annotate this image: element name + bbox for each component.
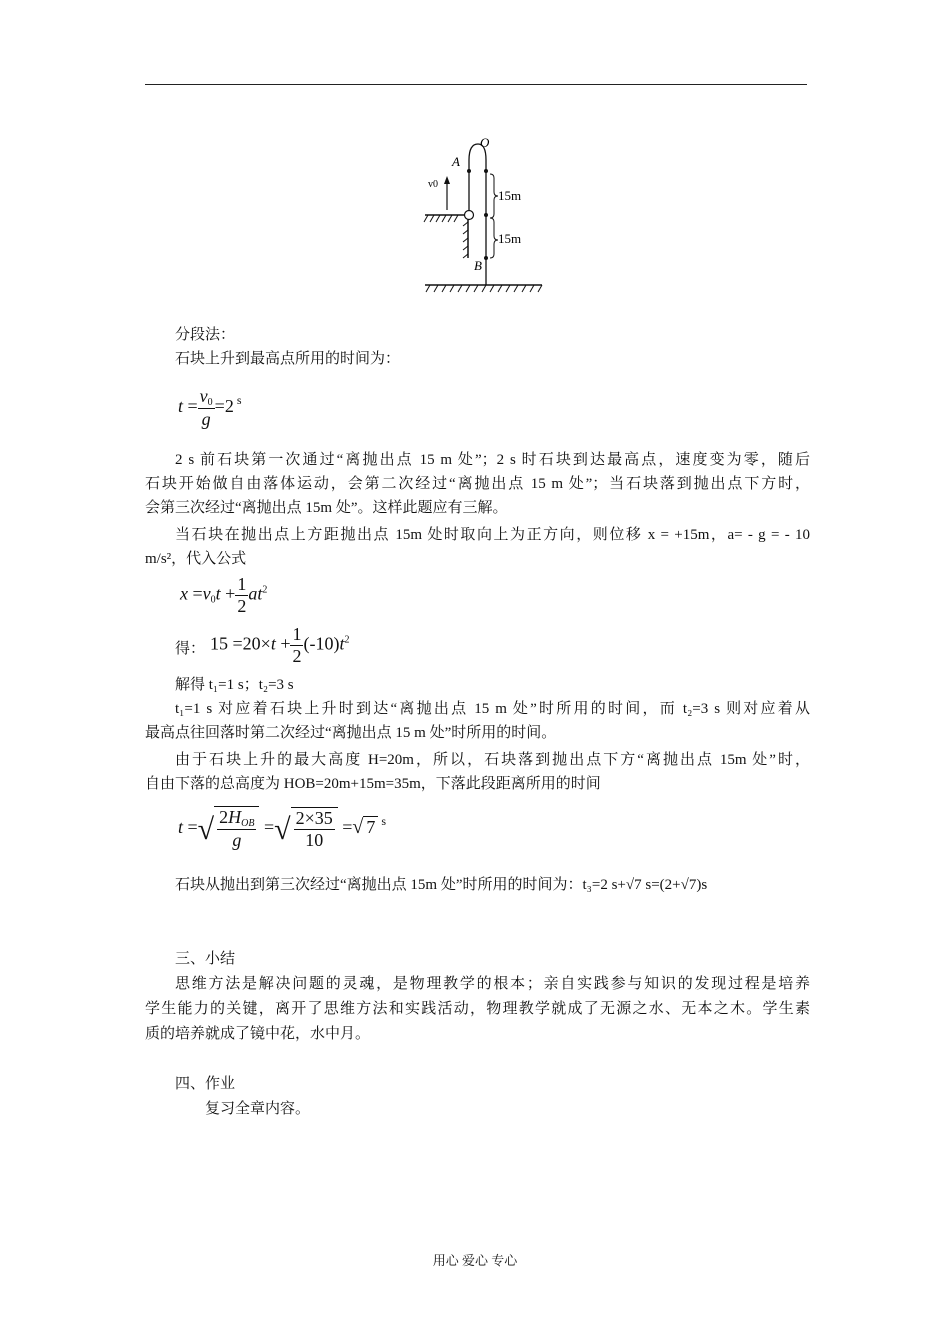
label-seg2: 15m (498, 231, 522, 246)
formula-rise-time: t = $\frac{v_0}{g}$ =2 $^s$ (178, 386, 242, 429)
formula-fall-time: t =√ $\frac{2H_{OB}}{g}$ =√ $\frac{2\times 35}{10}$ =√ 7 $^s$ (178, 807, 387, 850)
para3-line1: t₁=1 s 对应着石块上升时到达“离抛出点 15 m 处”时所用的时间，而 t₂=3 s 则对应着从 (175, 701, 810, 717)
para3-line2: 最高点往回落时第二次经过“离抛出点 15 m 处”时所用的时间。 (145, 725, 557, 741)
section-homework: 四、作业 (175, 1076, 236, 1092)
solve-line: 解得 t₁=1 s；t₂=3 s (175, 677, 294, 693)
para4-line2: 自由下落的总高度为 HOB=20m+15m=35m，下落此段距离所用的时间 (145, 776, 601, 792)
label-a: A (452, 154, 460, 169)
page-footer: 用心 爱心 专心 (432, 1253, 518, 1268)
homework-text: 复习全章内容。 (205, 1101, 311, 1117)
para1-line1: 2 s 前石块第一次通过“离抛出点 15 m 处”；2 s 时石块到达最高点，速度变为零，随后 (175, 452, 810, 468)
section-summary: 三、小结 (175, 951, 236, 967)
motion-diagram (420, 130, 550, 300)
para1-line3: 会第三次经过“离抛出点 15m 处”。这样此题应有三解。 (145, 500, 508, 516)
summary-line3: 质的培养就成了镜中花，水中月。 (145, 1026, 371, 1042)
method-heading: 分段法： (175, 327, 236, 343)
rise-time-intro: 石块上升到最高点所用的时间为： (175, 351, 401, 367)
label-o: O (480, 135, 490, 150)
label-v0: v0 (428, 179, 438, 190)
para2-line2: m/s²，代入公式 (145, 551, 247, 567)
summary-line1: 思维方法是解决问题的灵魂，是物理教学的根本；亲自实践参与知识的发现过程是培养 (175, 976, 810, 992)
formula-displacement: $x =v_0t$ + $\frac{1}{2}$ $at^2$ (180, 574, 268, 616)
label-seg1: 15m (498, 188, 522, 203)
label-b: B (474, 258, 482, 273)
para4-line1: 由于石块上升的最大高度 H=20m，所以，石块落到抛出点下方“离抛出点 15m 处”时， (175, 752, 810, 768)
para5: 石块从抛出到第三次经过“离抛出点 15m 处”时所用的时间为：t₃=2 s+√7 s=(2+√7)s (175, 877, 708, 893)
summary-line2: 学生能力的关键，离开了思维方法和实践活动，物理教学就成了无源之水、无本之木。学生素 (145, 1001, 810, 1017)
header-rule (145, 84, 807, 85)
get-label: 得： (175, 641, 206, 657)
para1-line2: 石块开始做自由落体运动，会第二次经过“离抛出点 15 m 处”；当石块落到抛出点下方时， (145, 476, 810, 492)
formula-substitution: 15 =20×t + $\frac{1}{2}$ $(-10)t^2$ (210, 624, 350, 666)
para2-line1: 当石块在抛出点上方距抛出点 15m 处时取向上为正方向，则位移 x = +15m，a= - g = - 10 (175, 527, 810, 543)
